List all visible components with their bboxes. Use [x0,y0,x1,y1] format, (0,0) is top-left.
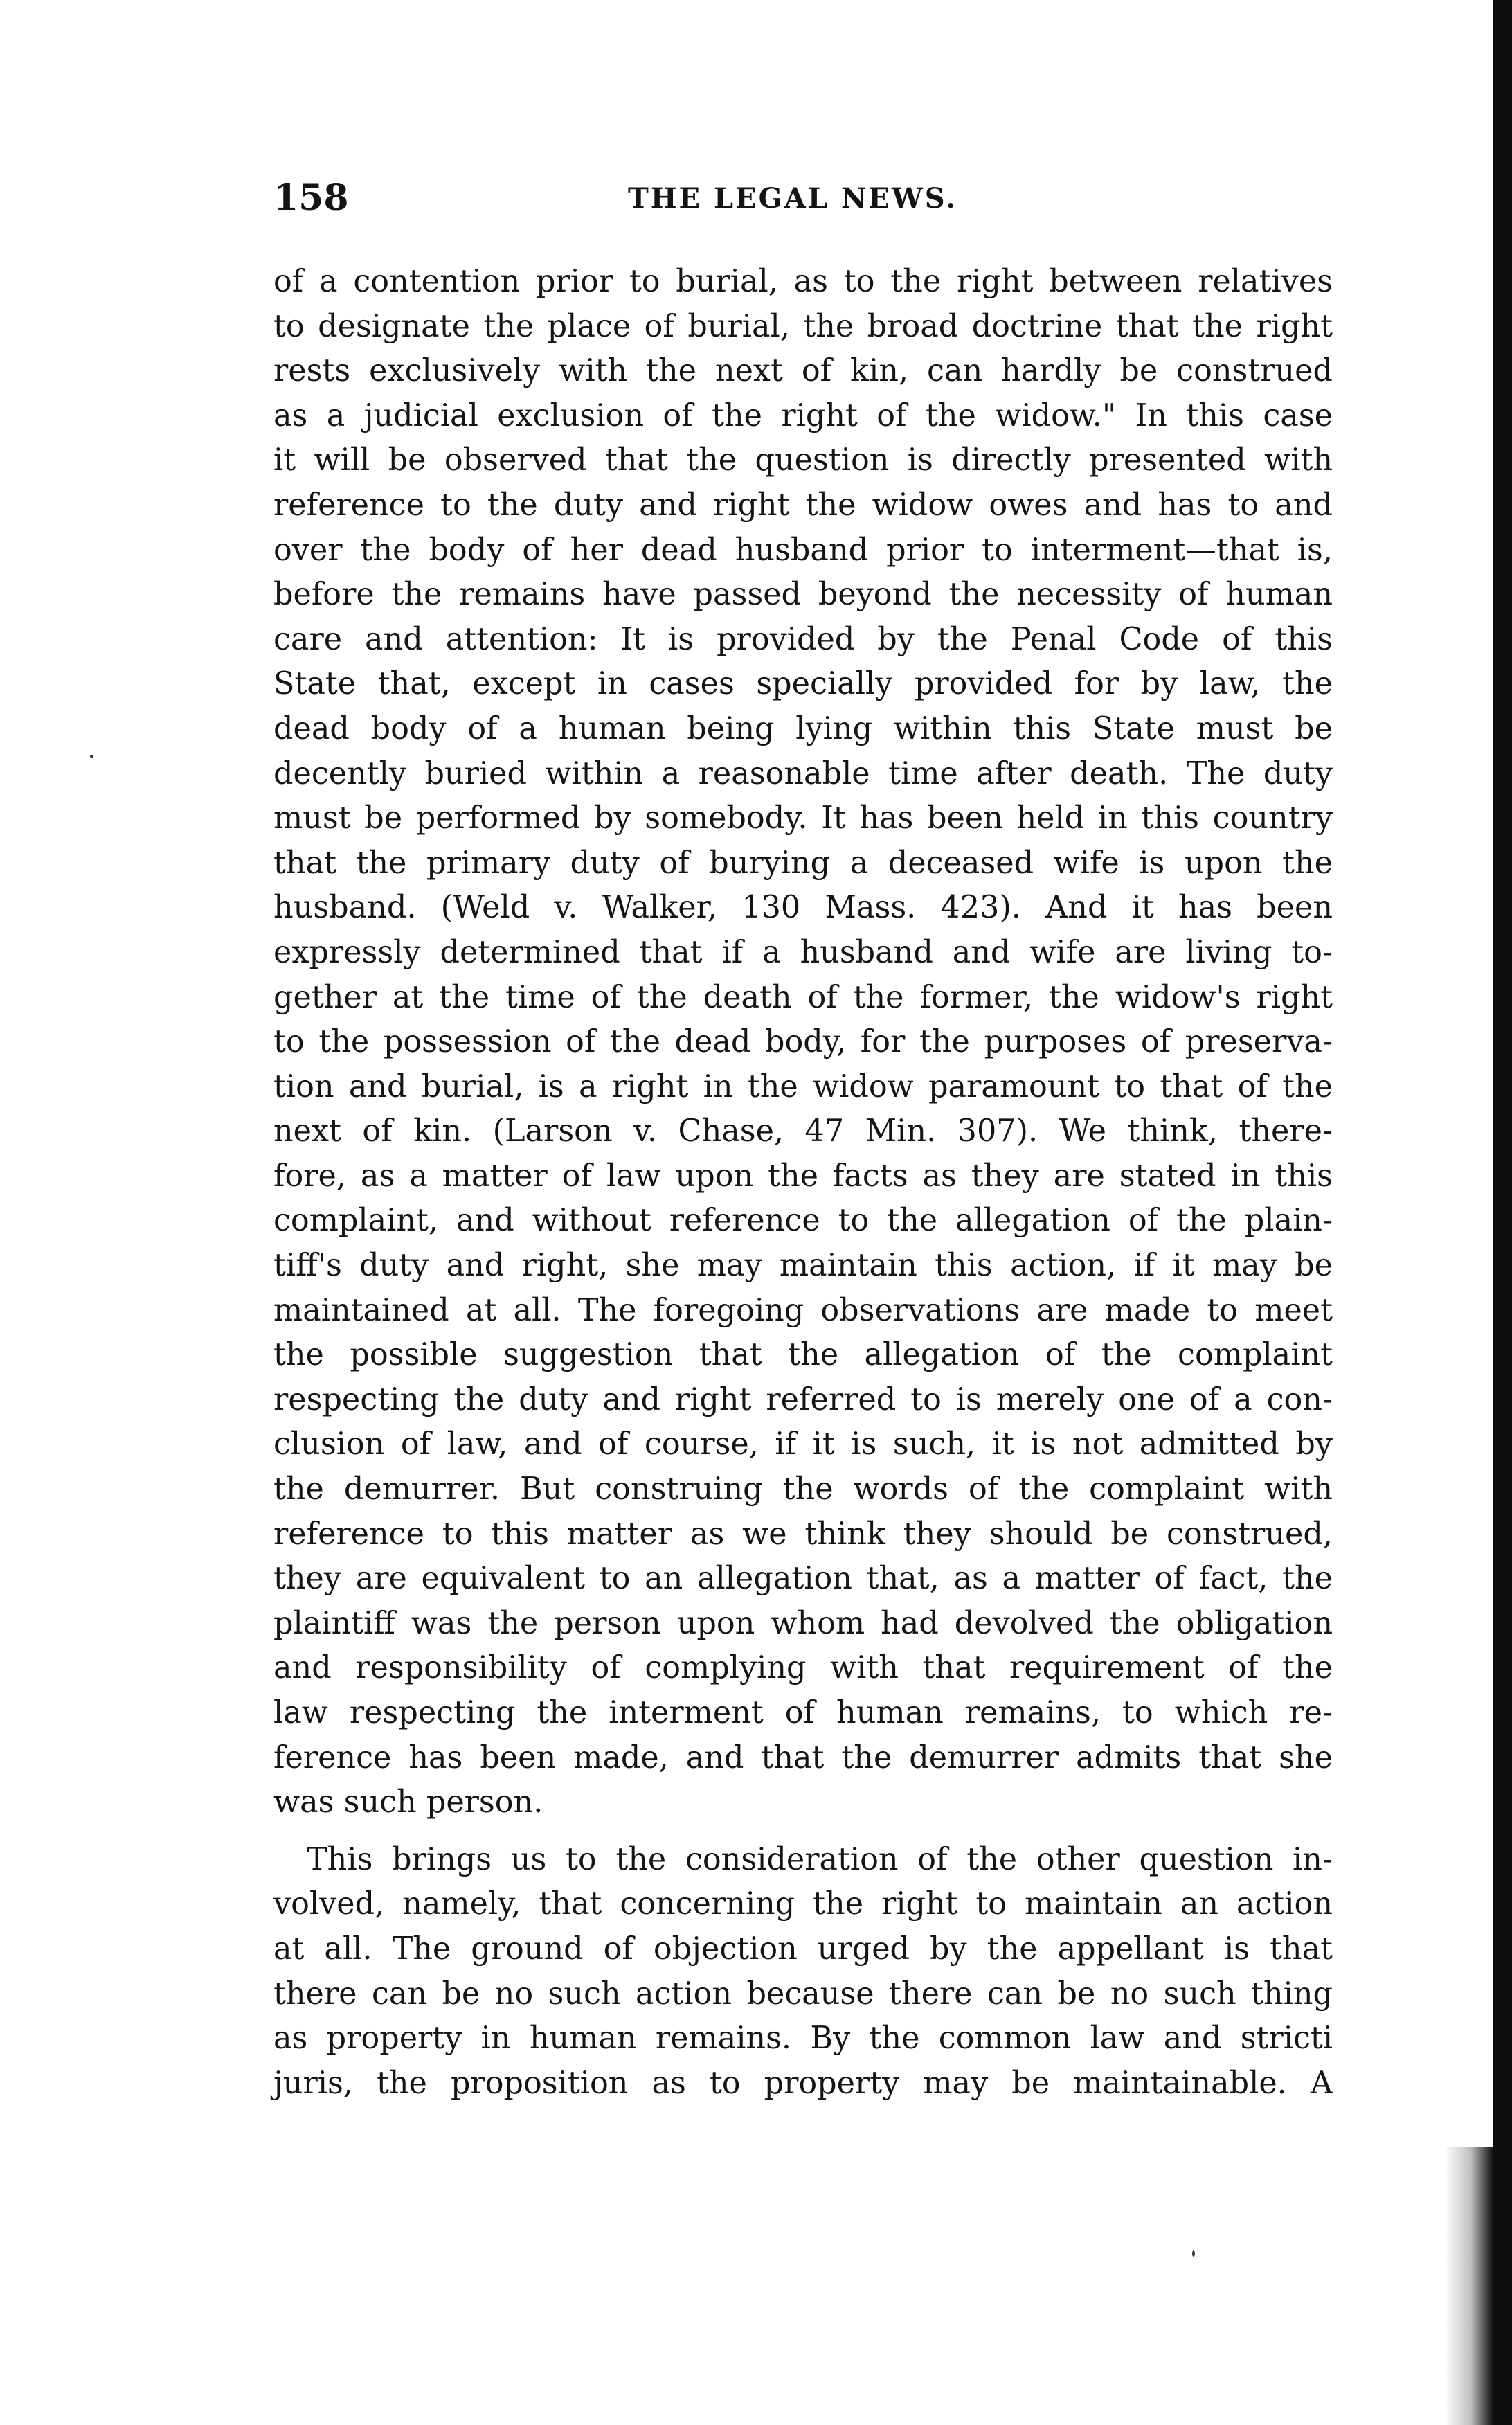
text-line: at all. The ground of objection urged by the appellant is that [273,1931,1333,1967]
text-line: that the primary duty of burying a deceased wife is upon the [273,845,1333,881]
text-line: the demurrer. But construing the words of the complaint with [273,1471,1333,1507]
page-edge [1493,0,1512,2425]
text-line: State that, except in cases specially provided for by law, the [273,666,1333,702]
text-line: This brings us to the consideration of the other question in- [307,1841,1333,1877]
text-line: before the remains have passed beyond the necessity of human [273,577,1333,613]
text-line: reference to this matter as we think they should be construed, [273,1516,1333,1552]
text-line: the possible suggestion that the allegation of the complaint [273,1337,1333,1373]
text-line: tion and burial, is a right in the widow paramount to that of the [273,1068,1333,1104]
text-line: reference to the duty and right the widow owes and has to and [273,487,1333,523]
text-line: juris, the proposition as to property may be maintainable. A [273,2065,1333,2101]
text-line: clusion of law, and of course, if it is such, it is not admitted by [273,1426,1333,1462]
text-line: and responsibility of complying with that requirement of the [273,1650,1333,1686]
text-line: dead body of a human being lying within this State must be [273,710,1333,746]
text-line: to designate the place of burial, the broad doctrine that the right [273,308,1333,344]
text-line: as property in human remains. By the common law and stricti [273,2021,1333,2057]
text-line: there can be no such action because there can be no such thing [273,1976,1333,2012]
text-line: they are equivalent to an allegation that, as a matter of fact, the [273,1561,1333,1597]
ink-speck [1192,2250,1195,2257]
body-text [273,260,1333,2106]
text-line: volved, namely, that concerning the right to maintain an action [273,1886,1333,1922]
text-line: it will be observed that the question is directly presented with [273,442,1333,478]
text-line: must be performed by somebody. It has been held in this country [273,800,1333,836]
text-line: fore, as a matter of law upon the facts as they are stated in this [273,1158,1333,1194]
running-title: THE LEGAL NEWS. [628,182,958,215]
text-line: next of kin. (Larson v. Chase, 47 Min. 307). We think, there- [273,1113,1333,1149]
paragraph-1 [273,260,1333,1825]
text-line: gether at the time of the death of the former, the widow's right [273,979,1333,1015]
page-edge-shadow [1444,2147,1493,2425]
text-line: husband. (Weld v. Walker, 130 Mass. 423). And it has been [273,890,1333,926]
text-line: respecting the duty and right referred to is merely one of a con- [273,1381,1333,1417]
text-line: rests exclusively with the next of kin, can hardly be construed [273,353,1333,389]
text-line: decently buried within a reasonable time after death. The duty [273,755,1333,791]
text-line: ference has been made, and that the demurrer admits that she [273,1739,1333,1775]
text-line: of a contention prior to burial, as to the right between relatives [273,264,1333,299]
text-line: plaintiff was the person upon whom had devolved the obligation [273,1605,1333,1641]
paragraph-2 [273,1838,1333,2106]
page-header [273,177,1333,225]
text-line: was such person. [273,1784,543,1820]
text-line: care and attention: It is provided by the Penal Code of this [273,621,1333,657]
ink-speck [90,755,93,758]
text-line: law respecting the interment of human remains, to which re- [273,1695,1333,1730]
text-line: tiff's duty and right, she may maintain this action, if it may be [273,1248,1333,1284]
page-number: 158 [273,177,349,219]
text-line: as a judicial exclusion of the right of the widow." In this case [273,397,1333,433]
text-line: over the body of her dead husband prior to interment—that is, [273,532,1333,568]
text-line: maintained at all. The foregoing observations are made to meet [273,1292,1333,1328]
text-line: complaint, and without reference to the allegation of the plain- [273,1203,1333,1239]
text-line: expressly determined that if a husband and wife are living to- [273,934,1333,970]
text-line: to the possession of the dead body, for the purposes of preserva- [273,1024,1333,1060]
